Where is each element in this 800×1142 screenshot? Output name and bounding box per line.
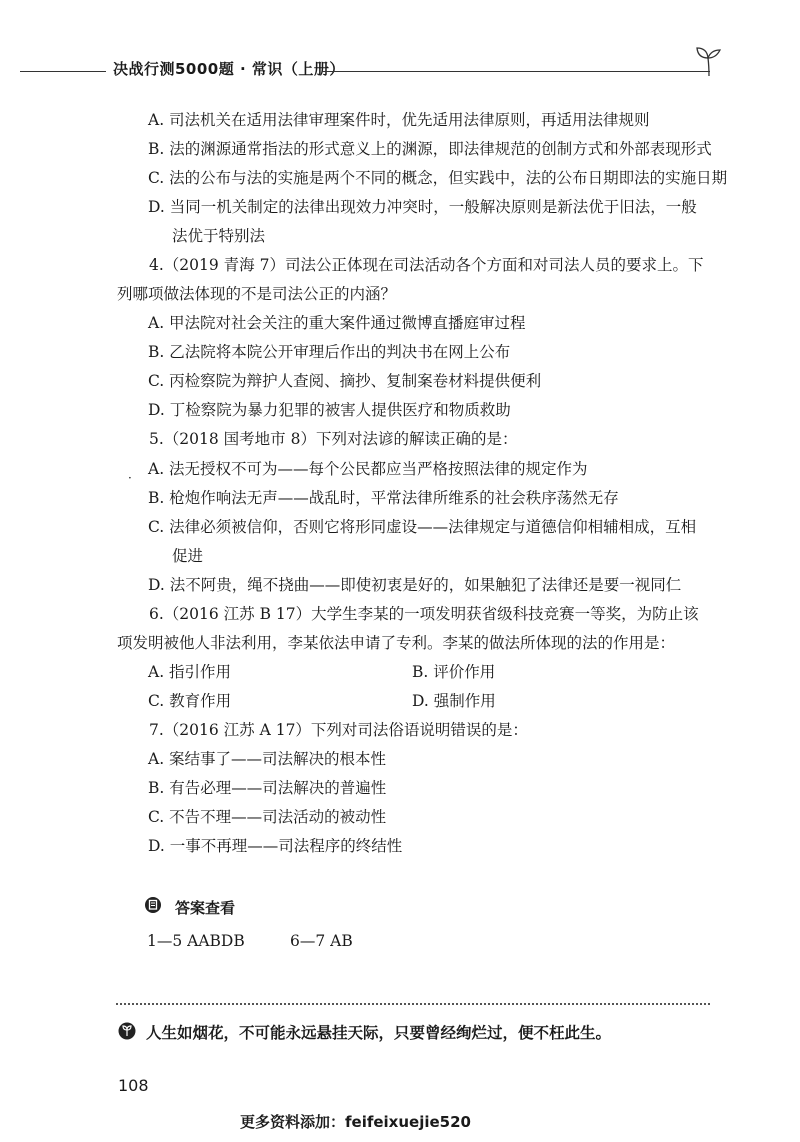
q5-option-d: D. 法不阿贵，绳不挠曲——即使初衷是好的，如果触犯了法律还是要一视同仁	[148, 576, 682, 594]
q5-option-b: B. 枪炮作响法无声——战乱时，平常法律所维系的社会秩序荡然无存	[148, 489, 619, 507]
motto-line	[118, 1021, 611, 1043]
q4-option-c: C. 丙检察院为辩护人查阅、摘抄、复制案卷材料提供便利	[148, 372, 542, 390]
question-6: 6.（2016 江苏 B 17）大学生李某的一项发明获省级科技竞赛一等奖，为防止该	[149, 605, 699, 623]
option-c-prev: C. 法的公布与法的实施是两个不同的概念，但实践中，法的公布日期即法的实施日期	[148, 169, 728, 187]
question-7: 7.（2016 江苏 A 17）下列对司法俗语说明错误的是：	[149, 721, 528, 739]
question-4: 4.（2019 青海 7）司法公正体现在司法活动各个方面和对司法人员的要求上。下	[149, 256, 704, 274]
page-number: 108	[118, 1076, 149, 1095]
option-a-prev: A. 司法机关在适用法律审理案件时，优先适用法律原则，再适用法律规则	[148, 111, 650, 129]
watermark-text: 更多资料添加：feifeixuejie520	[240, 1113, 471, 1131]
q7-option-b: B. 有告必理——司法解决的普遍性	[148, 779, 387, 797]
q7-option-c: C. 不告不理——司法活动的被动性	[148, 808, 387, 826]
q4-option-a: A. 甲法院对社会关注的重大案件通过微博直播庭审过程	[148, 314, 526, 332]
stray-dot: ·	[128, 471, 132, 485]
q6-option-d: D. 强制作用	[412, 692, 496, 710]
q6-option-a: A. 指引作用	[148, 663, 232, 681]
q7-option-d: D. 一事不再理——司法程序的终结性	[148, 837, 403, 855]
question-5: 5.（2018 国考地市 8）下列对法谚的解读正确的是：	[149, 430, 518, 448]
q5-option-c-cont: 促进	[172, 547, 204, 565]
q7-option-a: A. 案结事了——司法解决的根本性	[148, 750, 387, 768]
answer-key	[147, 932, 353, 950]
running-header	[20, 58, 720, 86]
question-4-cont: 列哪项做法体现的不是司法公正的内涵？	[117, 285, 397, 303]
q4-option-b: B. 乙法院将本院公开审理后作出的判决书在网上公布	[148, 343, 511, 361]
dotted-divider	[116, 1003, 710, 1005]
answer-range-2: 6—7 AB	[290, 932, 353, 950]
q5-option-c: C. 法律必须被信仰，否则它将形同虚设——法律规定与道德信仰相辅相成，互相	[148, 518, 697, 536]
book-title: 决战行测5000题 · 常识（上册）	[113, 60, 345, 78]
q4-option-d: D. 丁检察院为暴力犯罪的被害人提供医疗和物质救助	[148, 401, 511, 419]
answer-range-1: 1—5 AABDB	[147, 932, 245, 950]
question-6-cont: 项发明被他人非法利用，李某依法申请了专利。李某的做法所体现的法的作用是：	[117, 634, 676, 652]
header-rule-left	[20, 71, 106, 72]
option-d-prev: D. 当同一机关制定的法律出现效力冲突时，一般解决原则是新法优于旧法，一般	[148, 198, 697, 216]
answer-heading-text: 答案查看	[175, 899, 236, 917]
q6-option-b: B. 评价作用	[412, 663, 496, 681]
option-d-prev-cont: 法优于特别法	[172, 227, 266, 245]
option-b-prev: B. 法的渊源通常指法的形式意义上的渊源，即法律规范的创制方式和外部表现形式	[148, 140, 712, 158]
motto-text: 人生如烟花，不可能永远悬挂天际，只要曾经绚烂过，便不枉此生。	[146, 1024, 612, 1042]
sprout-icon	[692, 44, 726, 78]
answer-heading	[147, 897, 235, 918]
q6-option-c: C. 教育作用	[148, 692, 232, 710]
header-rule-right	[322, 71, 710, 72]
q5-option-a: A. 法无授权不可为——每个公民都应当严格按照法律的规定作为	[148, 460, 588, 478]
